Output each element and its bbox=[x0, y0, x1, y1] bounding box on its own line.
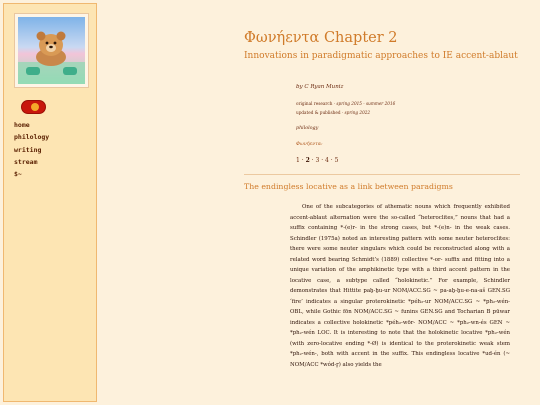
section-divider bbox=[244, 174, 520, 175]
research-dates: · spring 2015 - summer 2016 bbox=[333, 101, 396, 106]
avatar[interactable] bbox=[14, 13, 89, 88]
page-subtitle: Innovations in paradigmatic approaches to IE accent-ablaut bbox=[244, 51, 518, 61]
page-link-4[interactable]: 4 bbox=[325, 157, 329, 164]
toggle-knob bbox=[31, 103, 39, 111]
page-link-1[interactable]: 1 bbox=[296, 157, 300, 164]
nav-link-home[interactable]: home bbox=[14, 121, 30, 129]
page-title: Φωνήεντα Chapter 2 bbox=[244, 30, 398, 46]
sidebar bbox=[3, 3, 97, 402]
updated-dates-row bbox=[296, 108, 476, 117]
pagination: 1 · 2 · 3 · 4 · 5 bbox=[296, 157, 339, 164]
body-paragraph: One of the subcategories of athematic nouns which frequently exhibited accent-ablaut alternation were the so-called “heteroclites,” nouns that had a suffix containing *-(e)r- in the strong cases, but *-(e)n- in the weak cases. Schindler (1975a) noted an interesting pattern with some neuter heteroclites: there were some neuter singulars which could be reconstructed along with a related word bearing Schmidt’s (1889) collective *-or- suffix and fitting into a unique variation of the amphikinetic type with a third accent pattern in the locative case, a subtype called “holokinetic.” For example, Schindler demonstrates that Hittite paḫ-ḫu-ur NOM/ACC.SG ~ pa-aḫ-ḫu-e-na-aš GEN.SG ‘fire’ indicates a singular proterokinetic *péh₂-ur NOM/ACC.SG ~ *ph₂-wén- OBL, while Gothic fōn NOM/ACC.SG ~ funins GEN.SG and Tocharian B pūwar indicates a collective holokinetic *péh₂-wōr- NOM/ACC ~ *ph₂-wn-és GEN ~ *ph₂-wén LOC. It is interesting to note that the holokinetic locative *ph₂-wén (with zero-locative ending *-Ø) is identical to the proterokinetic weak stem *ph₂-wén-, both with accent in the suffix. This endingless locative *ud-én (~ NOM/ACC *wód-r̥) also yields the bbox=[290, 204, 510, 368]
series-link[interactable]: Φωνήεντα: bbox=[296, 142, 323, 147]
research-label: original research bbox=[296, 101, 333, 106]
nav-link-shell[interactable]: $~ bbox=[14, 170, 22, 179]
theme-toggle[interactable] bbox=[21, 100, 46, 114]
nav-link-writing[interactable]: writing bbox=[14, 145, 42, 154]
nav-link-stream[interactable]: stream bbox=[14, 157, 38, 166]
bear-avatar-image bbox=[18, 17, 85, 84]
updated-dates: · spring 2022 bbox=[341, 110, 371, 115]
page-link-2-current: 2 bbox=[305, 157, 310, 164]
date-info bbox=[296, 99, 476, 117]
sidebar-nav bbox=[14, 119, 49, 180]
category-tag[interactable]: philology bbox=[296, 126, 319, 131]
updated-label: updated & published bbox=[296, 110, 341, 115]
nav-link-philology[interactable]: philology bbox=[14, 133, 50, 142]
page-link-5[interactable]: 5 bbox=[334, 157, 339, 164]
article-header bbox=[244, 30, 520, 62]
section-heading: The endingless locative as a link between paradigms bbox=[244, 182, 453, 191]
author-line: by C Ryan Muniz bbox=[296, 84, 344, 90]
page-link-3[interactable]: 3 bbox=[315, 157, 320, 164]
research-dates-row bbox=[296, 99, 476, 108]
